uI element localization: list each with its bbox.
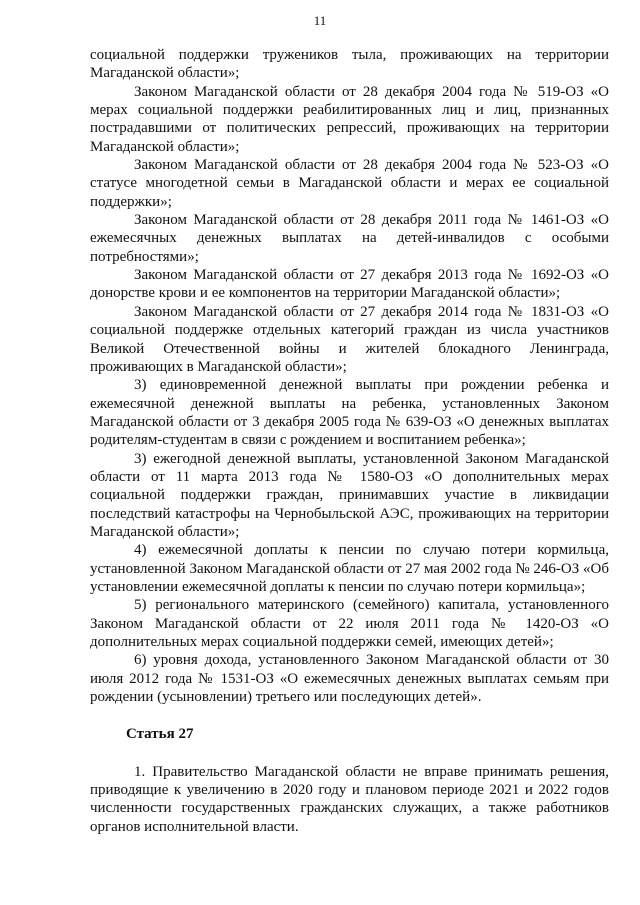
paragraph: 6) уровня дохода, установленного Законом Магаданской области от 30 июля 2012 года № 1531-ОЗ «О ежемесячных денежных выплатах семьям при рождении (усыновлении) третьего или последующих детей». [90, 652, 609, 706]
article-heading: Статья 27 [126, 726, 194, 743]
paragraph: 4) ежемесячной доплаты к пенсии по случаю потери кормильца, установленной Законом Магаданской области от 27 мая 2002 года № 246-ОЗ «Об установлении ежемесячной доплаты к пенсии по случаю потери кормильца»; [90, 542, 609, 595]
page-number: 11 [313, 13, 327, 28]
paragraph-list-top [90, 46, 609, 706]
document-body [90, 46, 609, 836]
paragraph: 1. Правительство Магаданской области не вправе принимать решения, приводящие к увеличению в 2020 году и плановом периоде 2021 и 2022 годов численности государственных гражданских служащих, а также работников органов исполнительной власти. [90, 763, 609, 835]
paragraph: Законом Магаданской области от 28 декабря 2004 года № 523-ОЗ «О статусе многодетной семьи в Магаданской области и мерах ее социальной поддержки»; [90, 157, 609, 210]
paragraph: социальной поддержки тружеников тыла, проживающих на территории Магаданской области»; [90, 47, 609, 82]
paragraph: Законом Магаданской области от 27 декабря 2014 года № 1831-ОЗ «О социальной поддержке отдельных категорий граждан из числа участников Великой Отечественной войны и жителей блокадного Ленинграда, проживающих в Магаданской области»; [90, 303, 609, 375]
paragraph: 5) регионального материнского (семейного) капитала, установленного Законом Магаданской области от 22 июля 2011 года № 1420-ОЗ «О дополнительных мерах социальной поддержки семей, имеющих детей»; [90, 597, 609, 650]
paragraph: 3) ежегодной денежной выплаты, установленной Законом Магаданской области от 11 марта 2013 года № 1580-ОЗ «О дополнительных мерах социальной поддержки граждан, принимавших участие в ликвидации последствий катастрофы на Чернобыльской АЭС, проживающих на территории Магаданской области»; [90, 450, 609, 540]
paragraph: Законом Магаданской области от 28 декабря 2011 года № 1461-ОЗ «О ежемесячных денежных выплатах на детей-инвалидов с особыми потребностями»; [90, 212, 609, 265]
paragraph-list-bottom [90, 763, 609, 836]
paragraph: 3) единовременной денежной выплаты при рождении ребенка и ежемесячной денежной выплаты на ребенка, установленных Законом Магаданской области от 3 декабря 2005 года № 639-ОЗ «О денежных выплатах родителям-студентам в связи с рождением и воспитанием ребенка»; [90, 377, 609, 449]
paragraph: Законом Магаданской области от 28 декабря 2004 года № 519-ОЗ «О мерах социальной поддержки реабилитированных лиц и лиц, признанных пострадавшими от политических репрессий, проживающих на территории Магаданской области»; [90, 83, 609, 155]
paragraph: Законом Магаданской области от 27 декабря 2013 года № 1692-ОЗ «О донорстве крови и ее компонентов на территории Магаданской области»; [90, 267, 609, 302]
